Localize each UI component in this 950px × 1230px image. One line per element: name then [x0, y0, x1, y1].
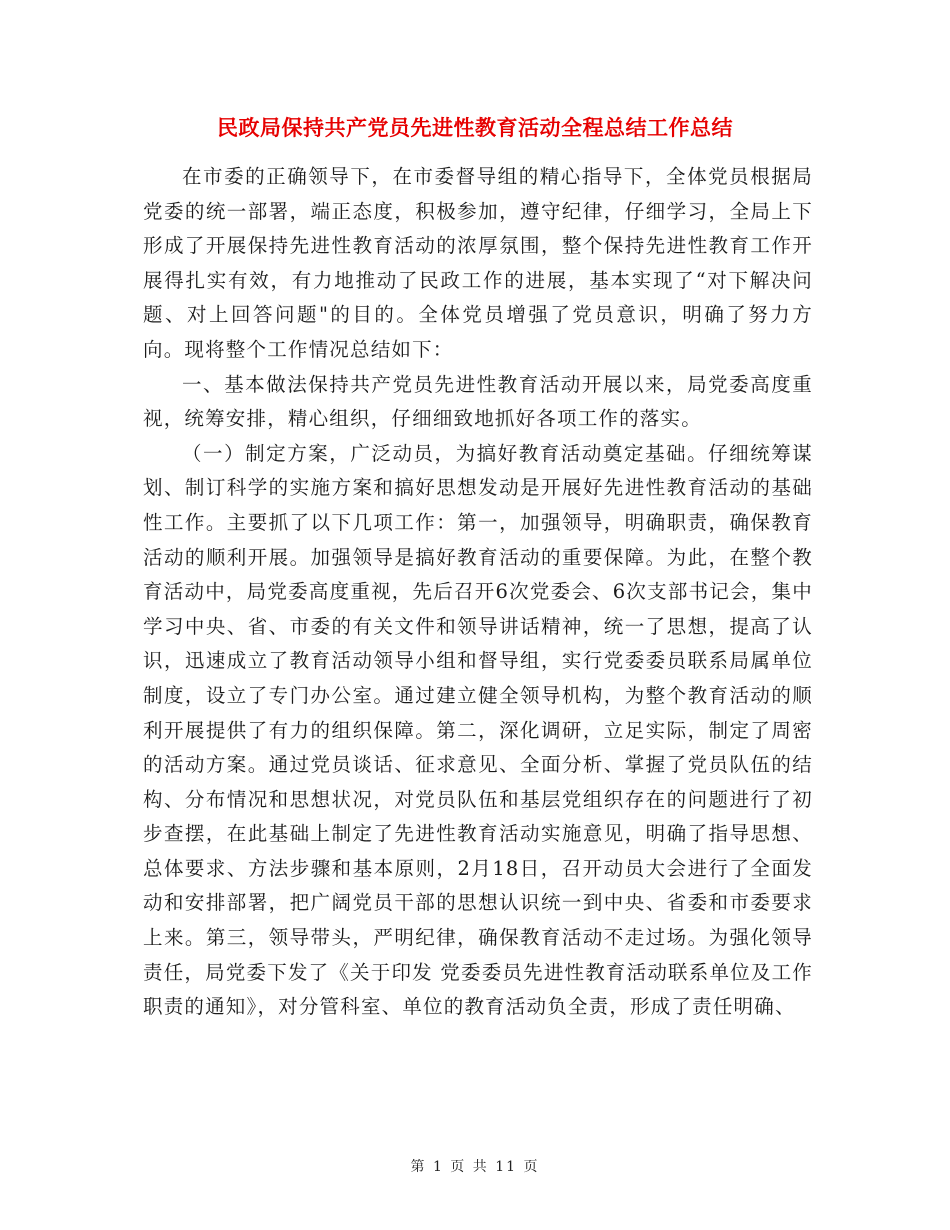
document-title: 民政局保持共产党员先进性教育活动全程总结工作总结 — [217, 116, 733, 140]
subsection-one-paragraph: （一）制定方案，广泛动员，为搞好教育活动奠定基础。仔细统筹谋划、制订科学的实施方案和搞好思想发动是开展好先进性教育活动的基础性工作。主要抓了以下几项工作：第一，加强领导，明确职责，确保教育活动的顺利开展。加强领导是搞好教育活动的重要保障。为此，在整个教育活动中，局党委高度重视，先后召开6次党委会、6次支部书记会，集中学习中央、省、市委的有关文件和领导讲话精神，统一了思想，提高了认识，迅速成立了教育活动领导小组和督导组，实行党委委员联系局属单位制度，设立了专门办公室。通过建立健全领导机构，为整个教育活动的顺利开展提供了有力的组织保障。第二，深化调研，立足实际，制定了周密的活动方案。通过党员谈话、征求意见、全面分析、掌握了党员队伍的结构、分布情况和思想状况，对党员队伍和基层党组织存在的问题进行了初步查摆，在此基础上制定了先进性教育活动实施意见，明确了指导思想、总体要求、方法步骤和基本原则，2月18日，召开动员大会进行了全面发动和安排部署，把广阔党员干部的思想认识统一到中央、省委和市委要求上来。第三，领导带头，严明纪律，确保教育活动不走过场。为强化领导责任，局党委下发了《关于印发 党委委员先进性教育活动联系单位及工作职责的通知》，对分管科室、单位的教育活动负全责，形成了责任明确、 — [143, 441, 813, 1019]
page-number: 第 1 页 共 11 页 — [410, 1159, 540, 1175]
document-body — [143, 160, 813, 1025]
page-footer — [0, 1156, 950, 1176]
intro-paragraph: 在市委的正确领导下，在市委督导组的精心指导下，全体党员根据局党委的统一部署，端正态度，积极参加，遵守纪律，仔细学习，全局上下形成了开展保持先进性教育活动的浓厚氛围，整个保持先进性教育工作开展得扎实有效，有力地推动了民政工作的进展，基本实现了“对下解决问题、对上回答问题"的目的。全体党员增强了党员意识，明确了努力方向。现将整个工作情况总结如下： — [143, 165, 813, 361]
section-one-paragraph: 一、基本做法保持共产党员先进性教育活动开展以来，局党委高度重视，统筹安排，精心组织，仔细细致地抓好各项工作的落实。 — [143, 372, 813, 431]
